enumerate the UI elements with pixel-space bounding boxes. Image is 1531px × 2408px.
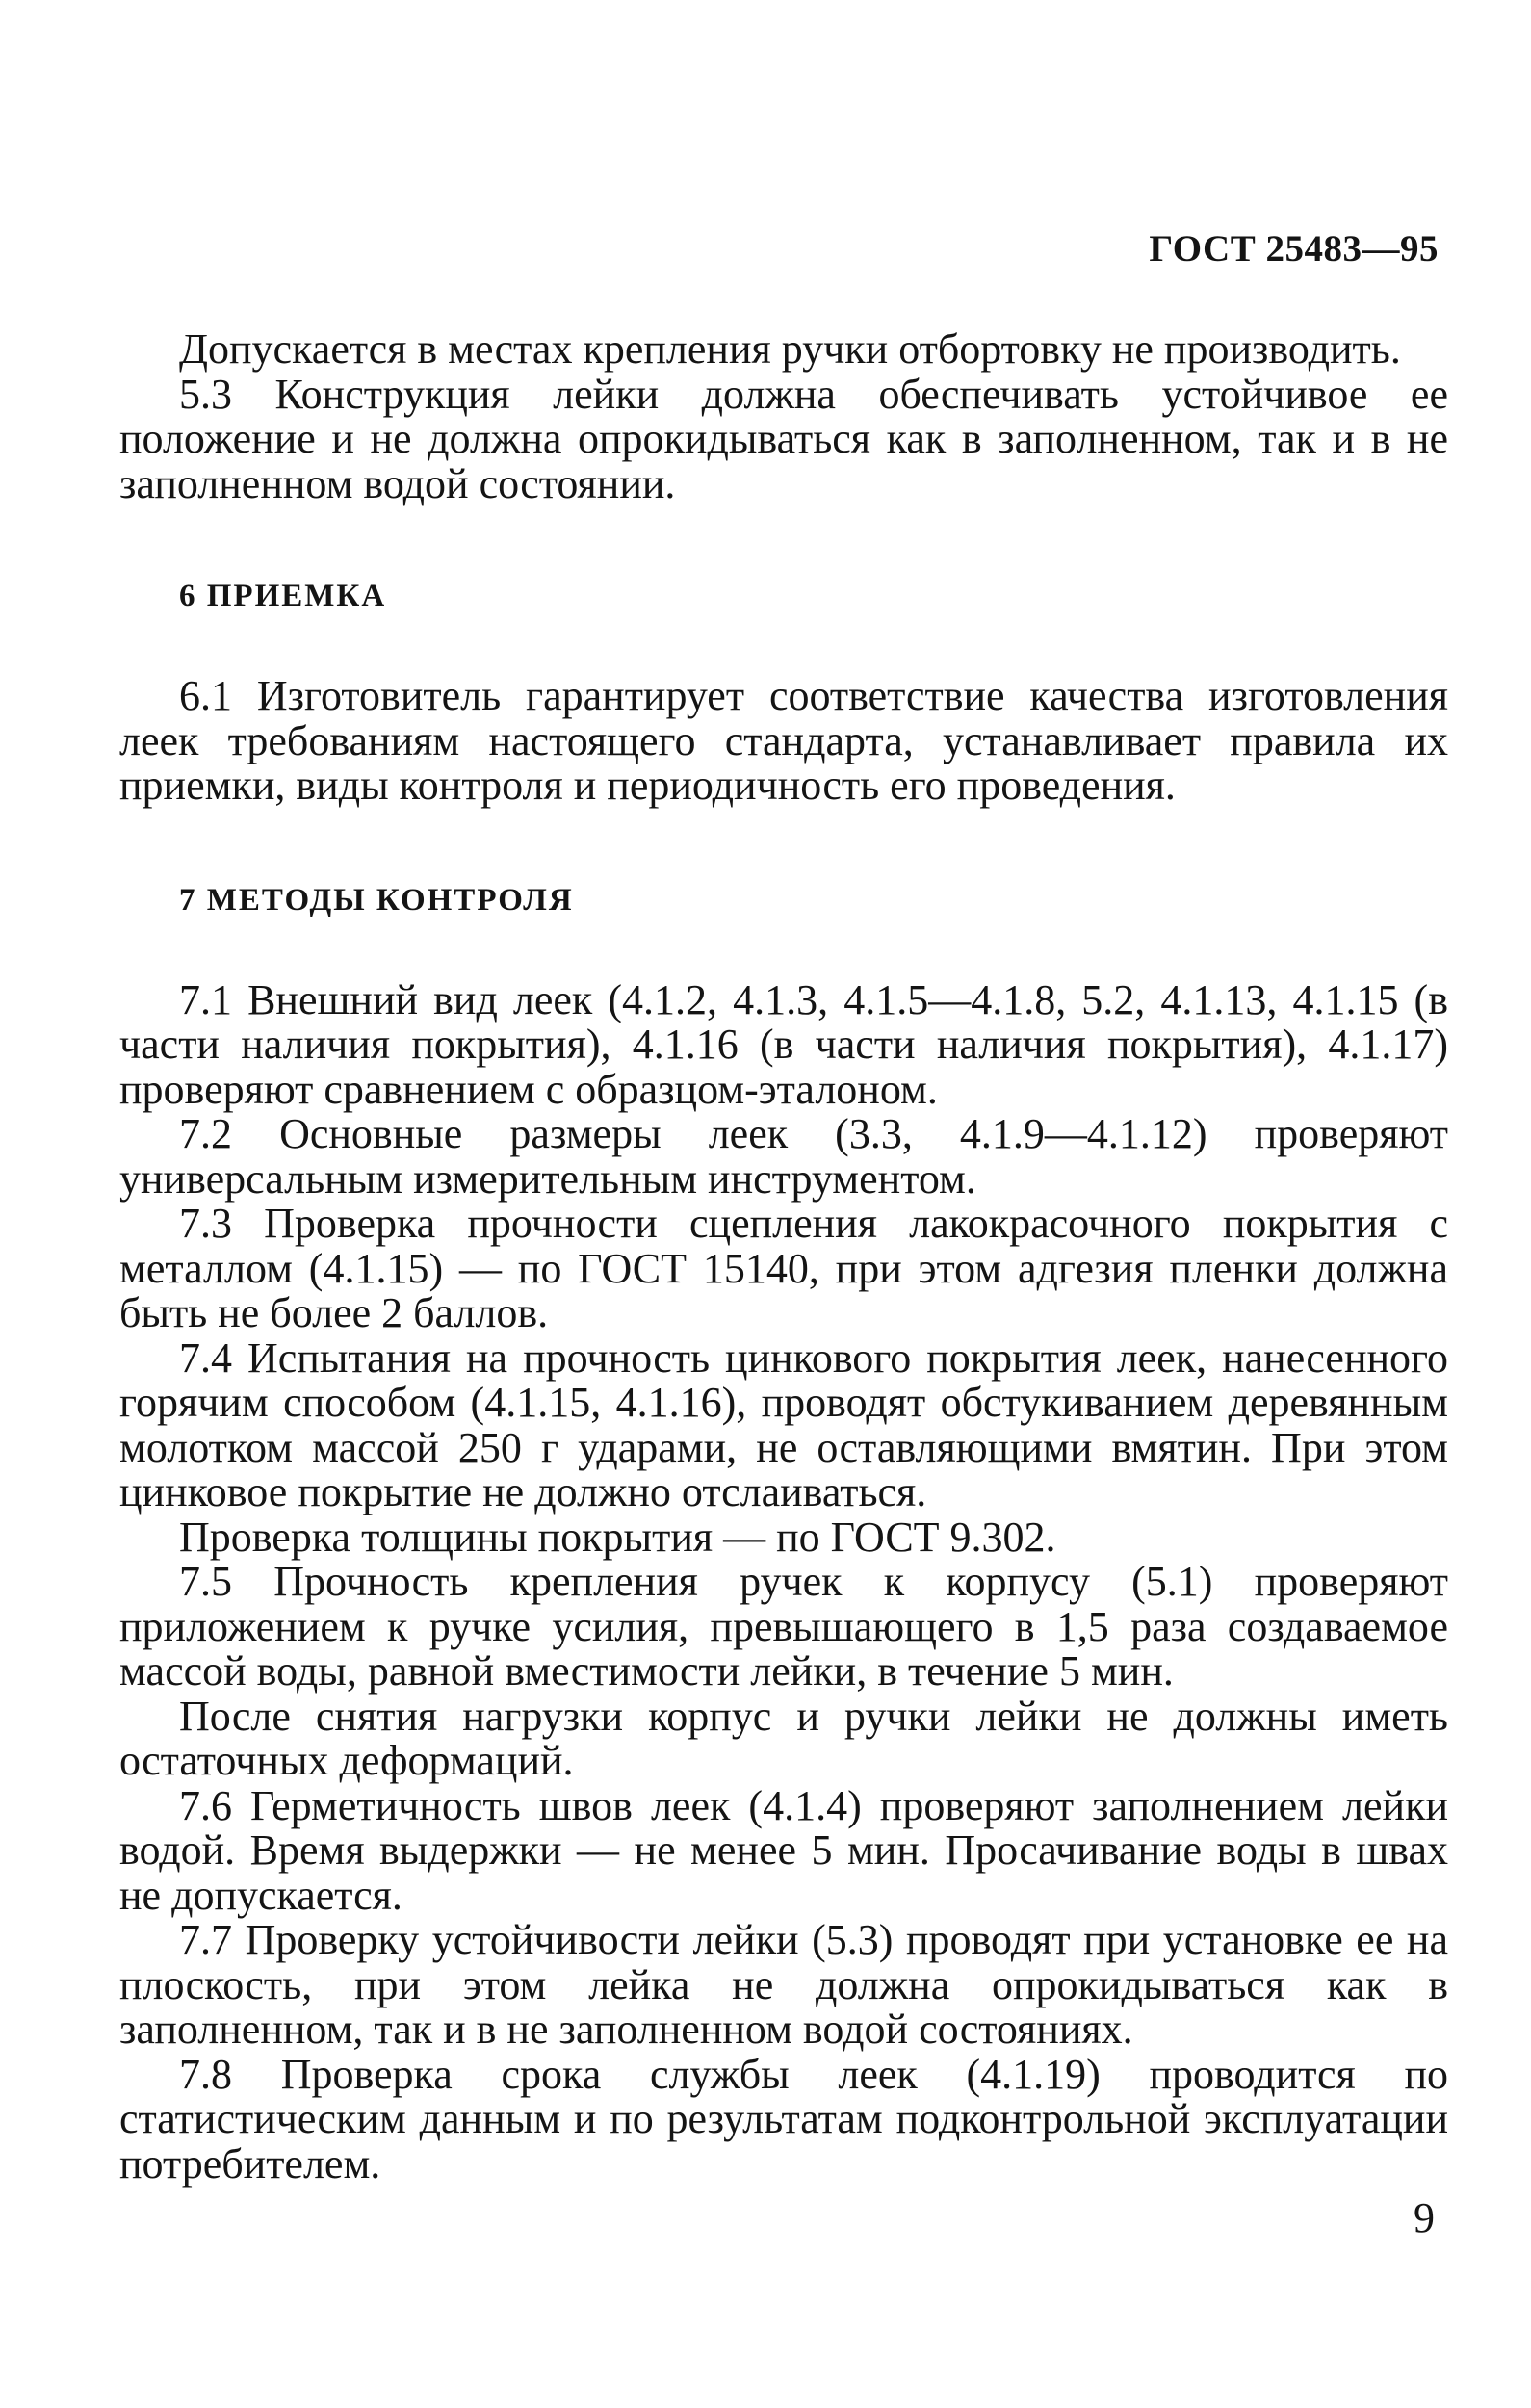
section-7-title: 7 МЕТОДЫ КОНТРОЛЯ [179,882,574,918]
page-number: 9 [1414,2194,1435,2241]
paragraph-5-3: 5.3 Конструкция лейки должна обеспечивать устойчивое ее положение и не должна опрокидываться как в заполненном, так и в не заполненном водой состоянии. [119,370,1448,507]
paragraph-load-removal: После снятия нагрузки корпус и ручки лейки не должны иметь остаточных деформаций. [119,1692,1448,1784]
section-6-title: 6 ПРИЕМКА [179,579,387,613]
document-body [119,327,1448,2187]
paragraph-flanging-note: Допускается в местах крепления ручки отбортовку не производить. [179,325,1401,373]
paragraph-7-2: 7.2 Основные размеры леек (3.3, 4.1.9—4.1.12) проверяют универсальным измерительным инструментом. [119,1110,1448,1203]
paragraph-7-7: 7.7 Проверку устойчивости лейки (5.3) проводят при установке ее на плоскость, при этом лейка не должна опрокидываться как в заполненном, так и в не заполненном водой состояниях. [119,1916,1448,2053]
paragraph-7-6: 7.6 Герметичность швов леек (4.1.4) проверяют заполнением лейки водой. Время выдержки — не менее 5 мин. Просачивание воды в швах не допускается. [119,1781,1448,1919]
paragraph-7-5: 7.5 Прочность крепления ручек к корпусу (5.1) проверяют приложением к ручке усилия, превышающего в 1,5 раза создаваемое массой воды, равной вместимости лейки, в течение 5 мин. [119,1558,1448,1695]
paragraph-7-4: 7.4 Испытания на прочность цинкового покрытия леек, нанесенного горячим способом (4.1.15, 4.1.16), проводят обстукиванием деревянным молотком массой 250 г ударами, не оставляющими вмятин. При этом цинковое покрытие не должно отслаиваться. [119,1333,1448,1515]
paragraph-7-3: 7.3 Проверка прочности сцепления лакокрасочного покрытия с металлом (4.1.15) — по ГОСТ 15140, при этом адгезия пленки должна быть не более 2 баллов. [119,1200,1448,1336]
paragraph-6-1: 6.1 Изготовитель гарантирует соответствие качества изготовления леек требованиям настоящего стандарта, устанавливает правила их приемки, виды контроля и периодичность его проведения. [119,672,1448,809]
paragraph-7-1: 7.1 Внешний вид леек (4.1.2, 4.1.3, 4.1.5—4.1.8, 5.2, 4.1.13, 4.1.15 (в части наличия покрытия), 4.1.16 (в части наличия покрытия), 4.1.17) проверяют сравнением с образцом-эталоном. [119,975,1448,1113]
standard-header: ГОСТ 25483—95 [1149,228,1439,270]
paragraph-7-8: 7.8 Проверка срока службы леек (4.1.19) проводится по статистическим данным и по результатам подконтрольной эксплуатации потребителем. [119,2050,1448,2188]
paragraph-coating-thickness: Проверка толщины покрытия — по ГОСТ 9.302. [179,1513,1056,1561]
